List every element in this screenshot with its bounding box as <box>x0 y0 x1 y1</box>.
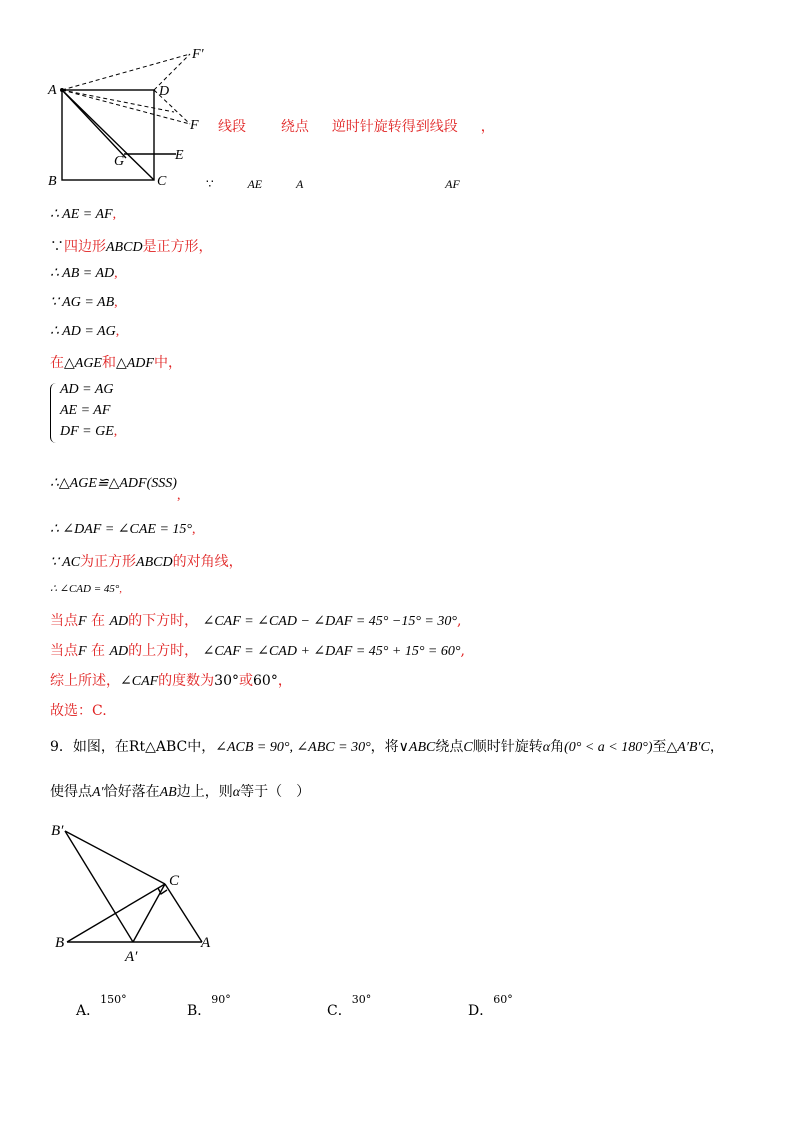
angle-eq: ∴ ∠DAF = ∠CAE = 15°, <box>50 522 196 537</box>
line1: 线段 绕点 逆时针旋转得到线段 ， <box>218 119 495 135</box>
label-c2: C <box>169 873 180 889</box>
answer: 故选：C. <box>50 703 107 719</box>
figure-rotation <box>45 815 235 975</box>
step-ad-ag: ∴ AD = AG, <box>50 324 120 339</box>
option-c[interactable]: C．30° <box>327 993 372 1019</box>
step-in-triangles: 在△AGE和△ADF中， <box>50 355 182 371</box>
summary: 综上所述，∠CAF的度数为30°或60°， <box>50 673 292 689</box>
label-g: G <box>114 154 125 169</box>
system-eq-2: AE = AF <box>60 403 111 418</box>
system-eq-1: AD = AG <box>60 382 114 397</box>
figure-square <box>40 40 210 200</box>
step-square: ∵四边形ABCD是正方形， <box>50 239 213 255</box>
diagonal: ∵ AC为正方形ABCD的对角线， <box>50 554 243 570</box>
question-9-line2: 使得点A′恰好落在AB边上，则α等于（ ） <box>50 784 311 800</box>
label-aprime: A′ <box>125 949 138 965</box>
label-b2: B <box>55 935 65 951</box>
question-9-line1: 9．如图，在Rt△ABC中，∠ACB = 90°, ∠ABC = 30°，将∨ABC绕点C顺时针旋转α角(0° < a < 180°)至△A′B′C， <box>50 739 724 755</box>
step-ae-af: ∴ AE = AF, <box>50 207 117 222</box>
label-b: B <box>48 174 57 189</box>
option-a[interactable]: A．150° <box>76 993 127 1019</box>
label-e: E <box>175 148 184 163</box>
label-a: A <box>48 83 57 98</box>
line2: ∵ AE A AF <box>206 177 460 191</box>
label-f: F <box>190 118 199 133</box>
label-bprime: B′ <box>51 823 64 839</box>
option-b[interactable]: B．90° <box>187 993 231 1019</box>
label-a2: A <box>201 935 211 951</box>
label-fprime: F' <box>192 47 204 62</box>
case-above: 当点F 在 AD的上方时， ∠CAF = ∠CAD + ∠DAF = 45° + 15° = 60°, <box>50 643 465 659</box>
case-below: 当点F 在 AD的下方时， ∠CAF = ∠CAD − ∠DAF = 45° −15° = 30°, <box>50 613 462 629</box>
option-d[interactable]: D．60° <box>468 993 513 1019</box>
system-brace <box>50 383 59 443</box>
label-c: C <box>157 174 167 189</box>
cad: ∴ ∠CAD = 45°, <box>50 583 123 595</box>
step-ab-ad: ∴ AB = AD, <box>50 266 118 281</box>
system-eq-3: DF = GE, <box>60 424 118 439</box>
step-ag-ab: ∵ AG = AB, <box>50 295 118 310</box>
label-d: D <box>159 84 170 99</box>
congruent: ∴△AGE≌△ADF(SSS), <box>50 476 181 503</box>
